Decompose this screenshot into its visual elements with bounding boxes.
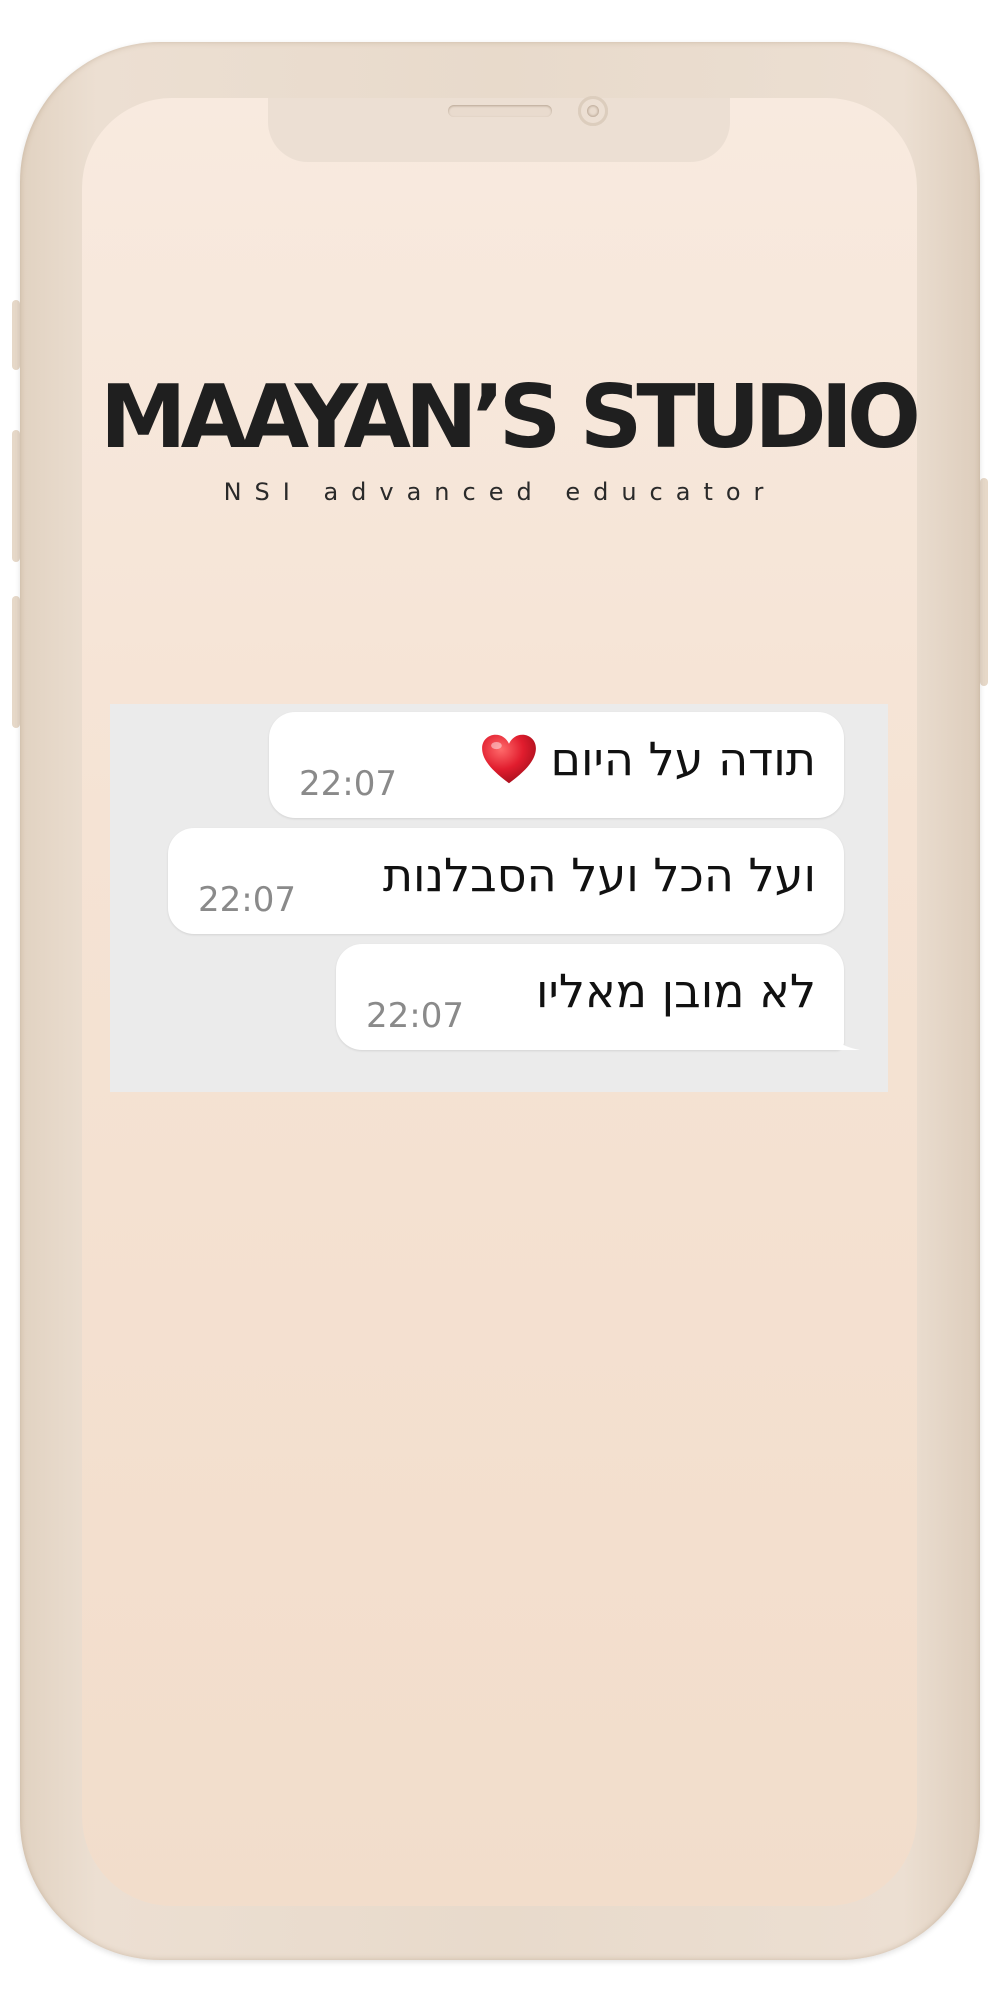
message-text-row [480, 732, 816, 786]
phone-volume-down-button [12, 596, 20, 728]
chat-screenshot [110, 704, 888, 1092]
message-text-row [383, 848, 816, 902]
message-text: תודה על היום [550, 732, 816, 786]
heart-icon [480, 733, 538, 785]
message-text: לא מובן מאליו [536, 964, 816, 1018]
front-camera-icon [578, 96, 608, 126]
message-timestamp: 22:07 [366, 996, 464, 1036]
phone-volume-up-button [12, 430, 20, 562]
message-text: ועל הכל ועל הסבלנות [382, 848, 816, 902]
message-bubble [336, 944, 844, 1050]
message-bubble [168, 828, 844, 934]
studio-logo-subtitle: NSI advanced educator [223, 478, 777, 506]
message-text-row [536, 964, 816, 1018]
message-timestamp: 22:07 [299, 764, 397, 804]
message-bubble [269, 712, 844, 818]
bubble-tail [822, 1020, 862, 1050]
earpiece-speaker [448, 105, 552, 117]
phone-power-button [980, 478, 988, 686]
message-timestamp: 22:07 [198, 880, 296, 920]
phone-mute-switch [12, 300, 20, 370]
studio-logo-title: MAAYAN’S STUDIO [100, 366, 915, 468]
